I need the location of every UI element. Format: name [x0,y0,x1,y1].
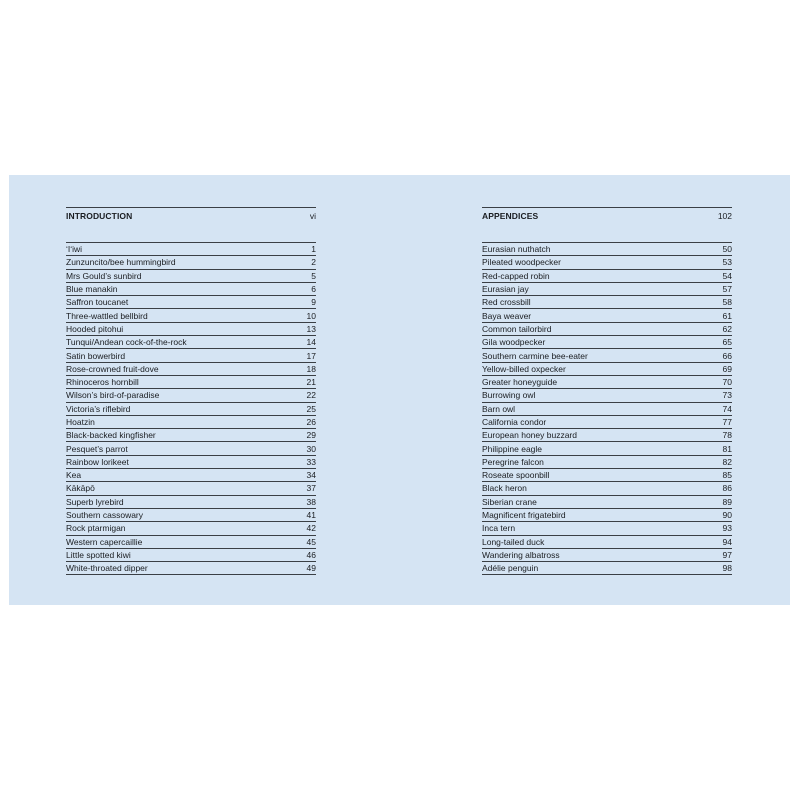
toc-entry-page: 26 [306,417,316,427]
toc-entry-title: Western capercaillie [66,536,143,547]
toc-entry-title: ʻIʻiwi [66,244,83,255]
toc-entry-page: 70 [722,377,732,388]
toc-entry-page: 65 [722,337,732,348]
toc-entry-title: Burrowing owl [482,390,536,401]
toc-entry-title: Eurasian jay [482,284,529,295]
toc-entry-title: Zunzuncito/bee hummingbird [66,257,176,268]
toc-entry [66,349,316,362]
appendices-heading: APPENDICES [482,211,539,221]
toc-entry-page: 54 [722,270,732,281]
toc-entry-title: Blue manakin [66,284,118,295]
toc-entry-page: 73 [722,390,732,401]
toc-entry-title: Black-backed kingfisher [66,430,156,441]
toc-entry [482,429,732,442]
toc-entry-title: Barn owl [482,403,516,414]
toc-entry [66,309,316,322]
introduction-heading: INTRODUCTION [66,211,133,221]
toc-entry-page: 89 [722,496,732,507]
toc-entry [66,442,316,455]
toc-entry-page: 6 [311,284,316,295]
toc-entry-page: 13 [306,323,316,334]
introduction-heading-row [66,207,316,221]
toc-entry-page: 18 [306,363,316,374]
toc-entry [482,296,732,309]
toc-entry-title: Common tailorbird [482,323,552,334]
toc-entry-page: 5 [311,270,316,281]
toc-entry-page: 37 [306,483,316,494]
toc-entry [66,549,316,562]
toc-entry [66,536,316,549]
toc-entry [482,323,732,336]
toc-entry-title: Southern cassowary [66,510,144,521]
toc-entry [66,416,316,429]
toc-entry-title: Rose-crowned fruit-dove [66,363,159,374]
toc-entry-page: 29 [306,430,316,441]
toc-entry [482,403,732,416]
toc-entry [482,562,732,575]
toc-entry-title: Adélie penguin [482,563,539,574]
toc-entry-page: 30 [306,443,316,454]
toc-entry-page: 62 [722,323,732,334]
toc-entry [66,496,316,509]
toc-entry [482,243,732,256]
toc-entry [66,376,316,389]
toc-entry [482,270,732,283]
toc-entry [482,482,732,495]
toc-entry [66,363,316,376]
toc-entry-page: 14 [306,337,316,348]
toc-entry-title: Eurasian nuthatch [482,244,551,255]
toc-entry [66,509,316,522]
toc-entry-title: Pesquet’s parrot [66,443,128,454]
toc-entry-page: 49 [306,563,316,574]
toc-entry-page: 81 [722,443,732,454]
toc-entry-title: Rhinoceros hornbill [66,377,139,388]
toc-entry-page: 1 [311,244,316,255]
toc-entry-title: Roseate spoonbill [482,470,550,481]
toc-entry-title: Mrs Gould’s sunbird [66,270,142,281]
toc-entry [482,376,732,389]
toc-entry [66,469,316,482]
toc-entry-title: Kākāpō [66,483,95,494]
toc-entry-page: 97 [722,549,732,560]
toc-entry-page: 77 [722,417,732,427]
appendices-heading-row [482,207,732,221]
toc-left-list [66,242,316,575]
toc-right-column [482,207,732,575]
toc-entry-page: 34 [306,470,316,481]
toc-entry [482,349,732,362]
toc-entry-title: Siberian crane [482,496,537,507]
toc-entry [66,270,316,283]
toc-entry-page: 41 [306,510,316,521]
toc-entry [482,309,732,322]
toc-entry [66,403,316,416]
toc-entry [482,496,732,509]
toc-entry [482,363,732,376]
toc-entry-title: Philippine eagle [482,443,543,454]
toc-entry-title: California condor [482,417,547,427]
toc-entry-page: 25 [306,403,316,414]
toc-entry [482,389,732,402]
toc-entry-page: 78 [722,430,732,441]
toc-entry [66,283,316,296]
toc-entry-page: 9 [311,297,316,308]
toc-entry-title: Hooded pitohui [66,323,124,334]
toc-entry [482,442,732,455]
toc-entry-page: 98 [722,563,732,574]
toc-entry-title: Tunqui/Andean cock-of-the-rock [66,337,187,348]
toc-entry-title: Gila woodpecker [482,337,546,348]
toc-entry [482,456,732,469]
toc-entry [482,256,732,269]
toc-entry-page: 42 [306,523,316,534]
toc-entry [482,509,732,522]
toc-entry-page: 85 [722,470,732,481]
toc-entry-page: 10 [306,310,316,321]
toc-entry-page: 2 [311,257,316,268]
toc-entry-title: Superb lyrebird [66,496,124,507]
toc-entry [66,562,316,575]
toc-right-list [482,242,732,575]
toc-entry-title: Southern carmine bee-eater [482,350,588,361]
toc-entry-title: Hoatzin [66,417,95,427]
toc-entry [66,456,316,469]
toc-entry-title: Kea [66,470,82,481]
toc-entry-page: 66 [722,350,732,361]
toc-spread [9,175,790,605]
toc-entry-page: 53 [722,257,732,268]
introduction-page: vi [309,211,316,221]
toc-entry-title: Three-wattled bellbird [66,310,148,321]
toc-entry-title: Yellow-billed oxpecker [482,363,566,374]
toc-entry [66,243,316,256]
toc-entry-page: 21 [306,377,316,388]
toc-entry-title: Satin bowerbird [66,350,126,361]
toc-entry-page: 45 [306,536,316,547]
toc-entry-title: Pileated woodpecker [482,257,561,268]
toc-entry-page: 69 [722,363,732,374]
toc-entry-page: 46 [306,549,316,560]
toc-entry [482,283,732,296]
toc-entry [66,522,316,535]
toc-entry-title: White-throated dipper [66,563,148,574]
toc-entry-title: Black heron [482,483,527,494]
toc-entry-page: 94 [722,536,732,547]
toc-entry-title: Long-tailed duck [482,536,545,547]
toc-entry-title: Wilson’s bird-of-paradise [66,390,160,401]
toc-entry-title: Baya weaver [482,310,532,321]
toc-entry-title: Rainbow lorikeet [66,456,129,467]
toc-entry [66,296,316,309]
toc-entry [66,389,316,402]
toc-entry-title: Saffron toucanet [66,297,129,308]
toc-entry-page: 74 [722,403,732,414]
toc-entry-title: Peregrine falcon [482,456,544,467]
toc-entry [66,336,316,349]
toc-entry-title: Rock ptarmigan [66,523,126,534]
toc-entry [66,256,316,269]
toc-entry-page: 57 [722,284,732,295]
toc-entry-title: Red-capped robin [482,270,550,281]
toc-entry-page: 22 [306,390,316,401]
toc-entry [482,549,732,562]
toc-entry [482,416,732,429]
toc-entry [482,469,732,482]
toc-entry-title: Greater honeyguide [482,377,558,388]
toc-entry-page: 38 [306,496,316,507]
toc-entry-title: Wandering albatross [482,549,560,560]
toc-entry-page: 90 [722,510,732,521]
toc-entry-title: European honey buzzard [482,430,577,441]
toc-entry-page: 61 [722,310,732,321]
toc-entry-title: Inca tern [482,523,516,534]
toc-entry-title: Red crossbill [482,297,531,308]
toc-entry-title: Victoria’s riflebird [66,403,131,414]
toc-entry [66,429,316,442]
toc-entry-page: 33 [306,456,316,467]
toc-entry-page: 58 [722,297,732,308]
toc-entry-page: 17 [306,350,316,361]
toc-entry [66,482,316,495]
toc-entry-title: Little spotted kiwi [66,549,131,560]
toc-entry-page: 86 [722,483,732,494]
toc-entry [482,336,732,349]
toc-left-column [66,207,316,575]
toc-entry [66,323,316,336]
toc-entry-page: 82 [722,456,732,467]
toc-entry-page: 93 [722,523,732,534]
toc-entry [482,522,732,535]
toc-entry-title: Magnificent frigatebird [482,510,566,521]
appendices-page: 102 [717,211,732,221]
toc-entry [482,536,732,549]
toc-entry-page: 50 [722,244,732,255]
